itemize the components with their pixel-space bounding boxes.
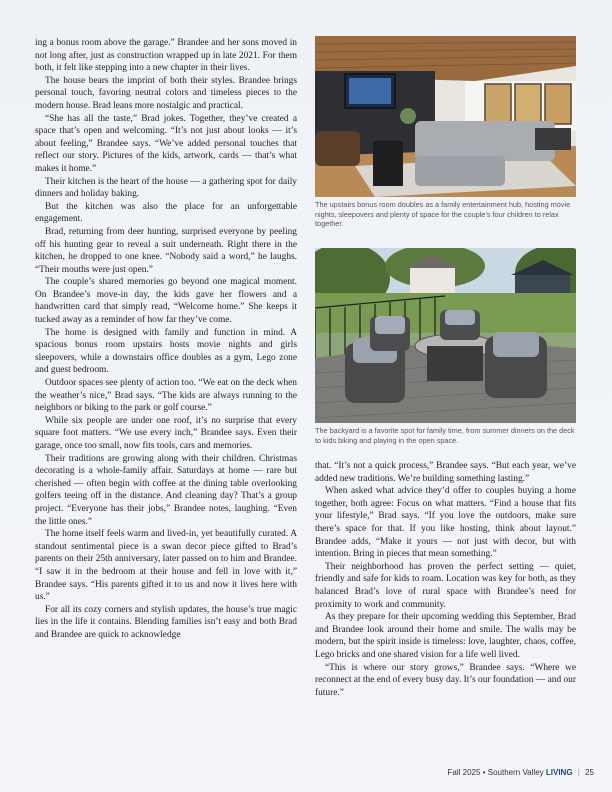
paragraph: Outdoor spaces see plenty of action too. “We eat on the deck when the weather’s nice,” Brad says. “The kids are always running to the neighbors or biking to the park or golf course.” — [35, 378, 297, 414]
issue-label: Fall 2025 — [447, 768, 481, 777]
paragraph: “This is where our story grows,” Brandee says. “Where we reconnect at the end of every busy day. It’s our foundation — and our future.” — [315, 662, 576, 698]
paragraph: But the kitchen was also the place for an unforgettable engagement. — [35, 201, 297, 225]
paragraph: When asked what advice they’d offer to couples buying a home together, both agree: Focus on what matters. “Find a house that fits your lifestyle,” Brad says. “If you love the outdoors, make sure there’s space for that. If you like hosting, think about layout.” Brandee adds, “Make it yours — not just with decor, but with intention. Bring in pieces that mean something.” — [315, 486, 576, 560]
paragraph: The couple’s shared memories go beyond one magical moment. On Brandee’s move-in day, the kids gave her flowers and a handwritten card that simply read, “Welcome home.” She keeps it tucked away as a reminder of how far they’ve come. — [35, 277, 297, 326]
article-column-right — [315, 460, 576, 699]
backyard-photo — [315, 248, 576, 423]
paragraph: While six people are under one roof, it’s no surprise that every square foot matters. “We use every inch,” Brandee says. Even their garage, once too small, now fits tools, cars and memories. — [35, 415, 297, 451]
page-number: 25 — [585, 768, 594, 777]
paragraph: Their neighborhood has proven the perfect setting — quiet, friendly and safe for kids to roam. Location was key for both, as they balanced Brad’s love of rural space with Brandee’s need for proximity to work and community. — [315, 561, 576, 610]
publication-brand: LIVING — [545, 768, 573, 777]
bonus-room-photo — [315, 36, 576, 197]
paragraph: Brad, returning from deer hunting, surprised everyone by peeling off his hunting gear to reveal a suit underneath. Right there in the kitchen, he dropped to one knee. “Nobody said a word,” he laughs. “Their mouths were just open.” — [35, 226, 297, 275]
paragraph: “She has all the taste,” Brad jokes. Together, they’ve created a space that’s open and welcoming. “It’s not just about looks — it’s about feeling,” Brandee says. “We’ve added personal touches that reflect our story. Pictures of the kids, artwork, cards — that’s what makes it home.” — [35, 113, 297, 174]
paragraph: that. “It’s not a quick process,” Brandee says. “But each year, we’ve added new traditions. We’re building something lasting.” — [315, 461, 576, 484]
paragraph: Their traditions are growing along with their children. Christmas decorating is a whole-family affair. Saturdays at home — rare but cherished — often begin with coffee at the dining table overlooking golfers teeing off in the distance. And cleaning day? That’s a group project. “Everyone has their jobs,” Brandee notes, laughing. “Even the little ones.” — [35, 453, 297, 527]
paragraph: For all its cozy corners and stylish updates, the house’s true magic lies in the life it contains. Blending families isn’t easy and both Brad and Brandee are quick to acknowledge — [35, 604, 297, 640]
backyard-caption: The backyard is a favorite spot for family time, from summer dinners on the deck to kids biking and playing in the open space. — [315, 426, 575, 445]
page-footer — [448, 768, 594, 777]
paragraph: The home is designed with family and function in mind. A spacious bonus room upstairs hosts movie nights and girls sleepovers, while a downstairs office doubles as a gym, Lego zone and guest bedroom. — [35, 327, 297, 376]
paragraph: ing a bonus room above the garage.” Brandee and her sons moved in not long after, just as construction wrapped up in late 2021. For them both, it felt like stepping into a new chapter in their lives. — [35, 38, 297, 74]
bullet: • — [482, 768, 486, 777]
footer-divider: | — [577, 768, 580, 777]
bonus-room-caption: The upstairs bonus room doubles as a family entertainment hub, hosting movie nights, sleepovers and plenty of space for the couple’s four children to relax together. — [315, 200, 571, 228]
paragraph: The house bears the imprint of both their styles. Brandee brings personal touch, favoring neutral colors and timeless pieces to the modern house. Brad leans more nostalgic and practical. — [35, 75, 297, 111]
publication-prefix: Southern Valley — [487, 768, 544, 777]
article-column-left — [35, 37, 297, 642]
paragraph: As they prepare for their upcoming wedding this September, Brad and Brandee look around their home and smile. The walls may be modern, but the spirit inside is timeless: love, laughter, chaos, coffee, Lego bricks and one shared vision for a life well lived. — [315, 612, 576, 660]
paragraph: The home itself feels warm and lived-in, yet beautifully curated. A standout sentimental piece is a swan decor piece gifted to Brad’s parents on their 25th anniversary, later passed on to him and Brandee. “I saw it in the bedroom at their house and fell in love with it,” Brandee says. “His parents gifted it to us and now it lives here with us.” — [35, 529, 297, 603]
paragraph: Their kitchen is the heart of the house — a gathering spot for daily dinners and holiday baking. — [35, 176, 297, 200]
